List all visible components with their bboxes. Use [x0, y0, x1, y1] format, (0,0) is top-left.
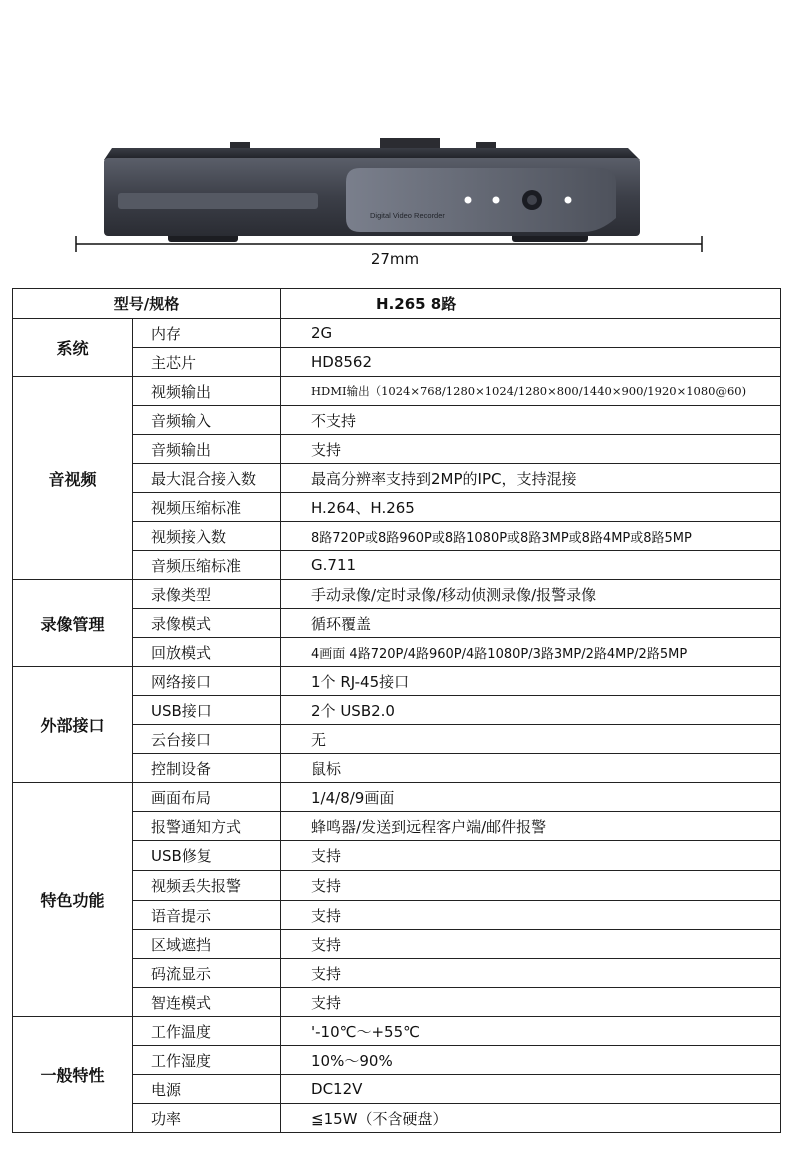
spec-item-cell: 视频输出	[133, 377, 281, 406]
spec-value-cell: HD8562	[281, 348, 781, 377]
spec-item-cell: 电源	[133, 1075, 281, 1104]
spec-value-cell: 鼠标	[281, 754, 781, 783]
spec-item-cell: 视频压缩标准	[133, 493, 281, 522]
spec-value-cell: 2个 USB2.0	[281, 696, 781, 725]
spec-value-cell: ≦15W（不含硬盘）	[281, 1104, 781, 1133]
spec-item-cell: 云台接口	[133, 725, 281, 754]
spec-value-cell: G.711	[281, 551, 781, 580]
spec-value-cell: 4画面 4路720P/4路960P/4路1080P/3路3MP/2路4MP/2路5MP	[281, 638, 781, 667]
spec-item-cell: 语音提示	[133, 901, 281, 930]
spec-value-cell: 最高分辨率支持到2MP的IPC，支持混接	[281, 464, 781, 493]
spec-item-cell: 内存	[133, 319, 281, 348]
table-row	[13, 1017, 781, 1046]
spec-item-cell: 工作湿度	[133, 1046, 281, 1075]
spec-table	[12, 288, 781, 1133]
spec-value-cell: 支持	[281, 841, 781, 871]
spec-value-cell: 1/4/8/9画面	[281, 783, 781, 812]
spec-item-cell: 区域遮挡	[133, 930, 281, 959]
spec-item-cell: 主芯片	[133, 348, 281, 377]
spec-item-cell: 音频输出	[133, 435, 281, 464]
table-row	[13, 377, 781, 406]
category-cell: 音视频	[13, 377, 133, 580]
spec-value-cell: 蜂鸣器/发送到远程客户端/邮件报警	[281, 812, 781, 841]
spec-item-cell: 回放模式	[133, 638, 281, 667]
category-cell: 外部接口	[13, 667, 133, 783]
spec-item-cell: 视频接入数	[133, 522, 281, 551]
spec-value-cell: 支持	[281, 901, 781, 930]
spec-value-cell: 支持	[281, 959, 781, 988]
spec-value-cell: '-10℃～+55℃	[281, 1017, 781, 1046]
spec-value-cell: 手动录像/定时录像/移动侦测录像/报警录像	[281, 580, 781, 609]
spec-item-cell: 报警通知方式	[133, 812, 281, 841]
spec-value-cell: 2G	[281, 319, 781, 348]
spec-value-cell: 支持	[281, 435, 781, 464]
category-cell: 一般特性	[13, 1017, 133, 1133]
spec-value-cell: 支持	[281, 930, 781, 959]
spec-item-cell: 工作温度	[133, 1017, 281, 1046]
spec-value-cell: 支持	[281, 871, 781, 901]
spec-item-cell: 网络接口	[133, 667, 281, 696]
spec-item-cell: 录像类型	[133, 580, 281, 609]
spec-value-cell: DC12V	[281, 1075, 781, 1104]
category-cell: 特色功能	[13, 783, 133, 1017]
spec-item-cell: 码流显示	[133, 959, 281, 988]
dvr-illustration	[0, 0, 790, 280]
table-row	[13, 580, 781, 609]
product-image	[0, 0, 790, 280]
spec-value-cell: 不支持	[281, 406, 781, 435]
header-model-value: H.265 8路	[281, 289, 781, 319]
dimension-label: 27mm	[370, 250, 420, 268]
spec-value-cell: 1个 RJ-45接口	[281, 667, 781, 696]
table-row	[13, 319, 781, 348]
category-cell: 录像管理	[13, 580, 133, 667]
spec-item-cell: 最大混合接入数	[133, 464, 281, 493]
spec-item-cell: 音频压缩标准	[133, 551, 281, 580]
spec-value-cell: 支持	[281, 988, 781, 1017]
spec-item-cell: USB修复	[133, 841, 281, 871]
header-model-spec: 型号/规格	[13, 289, 281, 319]
category-cell: 系统	[13, 319, 133, 377]
spec-value-cell: 循环覆盖	[281, 609, 781, 638]
spec-item-cell: 控制设备	[133, 754, 281, 783]
table-row	[13, 783, 781, 812]
spec-value-cell: 8路720P或8路960P或8路1080P或8路3MP或8路4MP或8路5MP	[281, 522, 781, 551]
table-header-row	[13, 289, 781, 319]
spec-item-cell: 画面布局	[133, 783, 281, 812]
spec-value-cell: 无	[281, 725, 781, 754]
spec-item-cell: 智连模式	[133, 988, 281, 1017]
spec-item-cell: 音频输入	[133, 406, 281, 435]
spec-value-cell: HDMI输出（1024×768/1280×1024/1280×800/1440×900/1920×1080@60)	[281, 377, 781, 406]
spec-item-cell: 录像模式	[133, 609, 281, 638]
spec-value-cell: H.264、H.265	[281, 493, 781, 522]
table-row	[13, 667, 781, 696]
spec-item-cell: 视频丢失报警	[133, 871, 281, 901]
spec-item-cell: 功率	[133, 1104, 281, 1133]
spec-value-cell: 10%～90%	[281, 1046, 781, 1075]
device-label: Digital Video Recorder	[370, 211, 445, 220]
spec-item-cell: USB接口	[133, 696, 281, 725]
